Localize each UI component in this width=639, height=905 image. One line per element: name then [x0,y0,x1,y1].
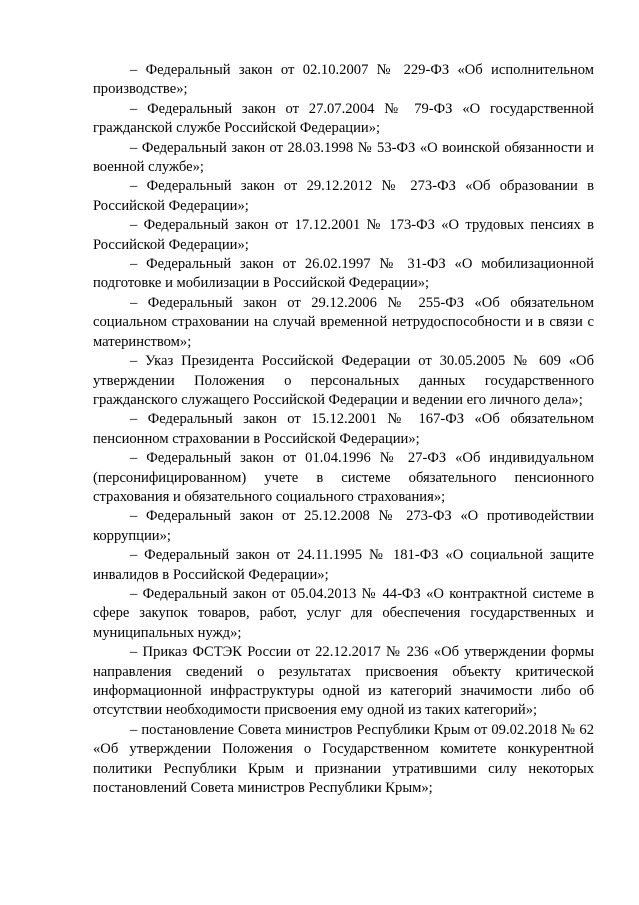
list-item: – Федеральный закон от 05.04.2013 № 44-ФЗ «О контрактной системе в сфере закупок товаров, работ, услуг для обеспечения государственных и муниципальных нужд»; [93,585,594,641]
list-item: – Федеральный закон от 15.12.2001 № 167-ФЗ «Об обязательном пенсионном страховании в Российской Федерации»; [93,411,594,447]
list-item: – Федеральный закон от 29.12.2006 № 255-ФЗ «Об обязательном социальном страховании на случай временной нетрудоспособности и в связи с материнством»; [93,294,594,350]
list-item: – Федеральный закон от 27.07.2004 № 79-ФЗ «О государственной гражданской службе Российской Федерации»; [93,100,594,137]
list-item: – Приказ ФСТЭК России от 22.12.2017 № 236 «Об утверждении формы направления сведений о результатах присвоения объекту критической информационной инфраструктуры одной из категорий значимости либо об отсутствии необходимости присвоения ему одной из таких категорий»; [93,644,594,719]
document-page [93,61,594,798]
list-item: – Федеральный закон от 01.04.1996 № 27-ФЗ «Об индивидуальном (персонифицированном) учете в системе обязательного пенсионного страхования и обязательного социального страхования»; [93,450,594,505]
list-item: – Федеральный закон от 02.10.2007 № 229-ФЗ «Об исполнительном производстве»; [93,62,594,98]
list-item: – Федеральный закон от 17.12.2001 № 173-ФЗ «О трудовых пенсиях в Российской Федерации»; [93,217,594,253]
list-item: – Федеральный закон от 26.02.1997 № 31-ФЗ «О мобилизационной подготовке и мобилизации в Российской Федерации»; [93,256,594,292]
list-item: – Федеральный закон от 25.12.2008 № 273-ФЗ «О противодействии коррупции»; [93,508,594,544]
list-item: – Федеральный закон от 24.11.1995 № 181-ФЗ «О социальной защите инвалидов в Российской Федерации»; [93,547,594,583]
list-item: – Федеральный закон от 29.12.2012 № 273-ФЗ «Об образовании в Российской Федерации»; [93,178,594,214]
list-item: – Федеральный закон от 28.03.1998 № 53-ФЗ «О воинской обязанности и военной службе»; [93,139,594,176]
list-item: – постановление Совета министров Республики Крым от 09.02.2018 № 62 «Об утверждении Положения о Государственном комитете конкурентной политики Республики Крым и признании утратившими силу некоторых постановлений Совета министров Республики Крым»; [93,721,594,797]
list-item: – Указ Президента Российской Федерации от 30.05.2005 № 609 «Об утверждении Положения о персональных данных государственного гражданского служащего Российской Федерации и ведении его личного дела»; [93,353,594,408]
